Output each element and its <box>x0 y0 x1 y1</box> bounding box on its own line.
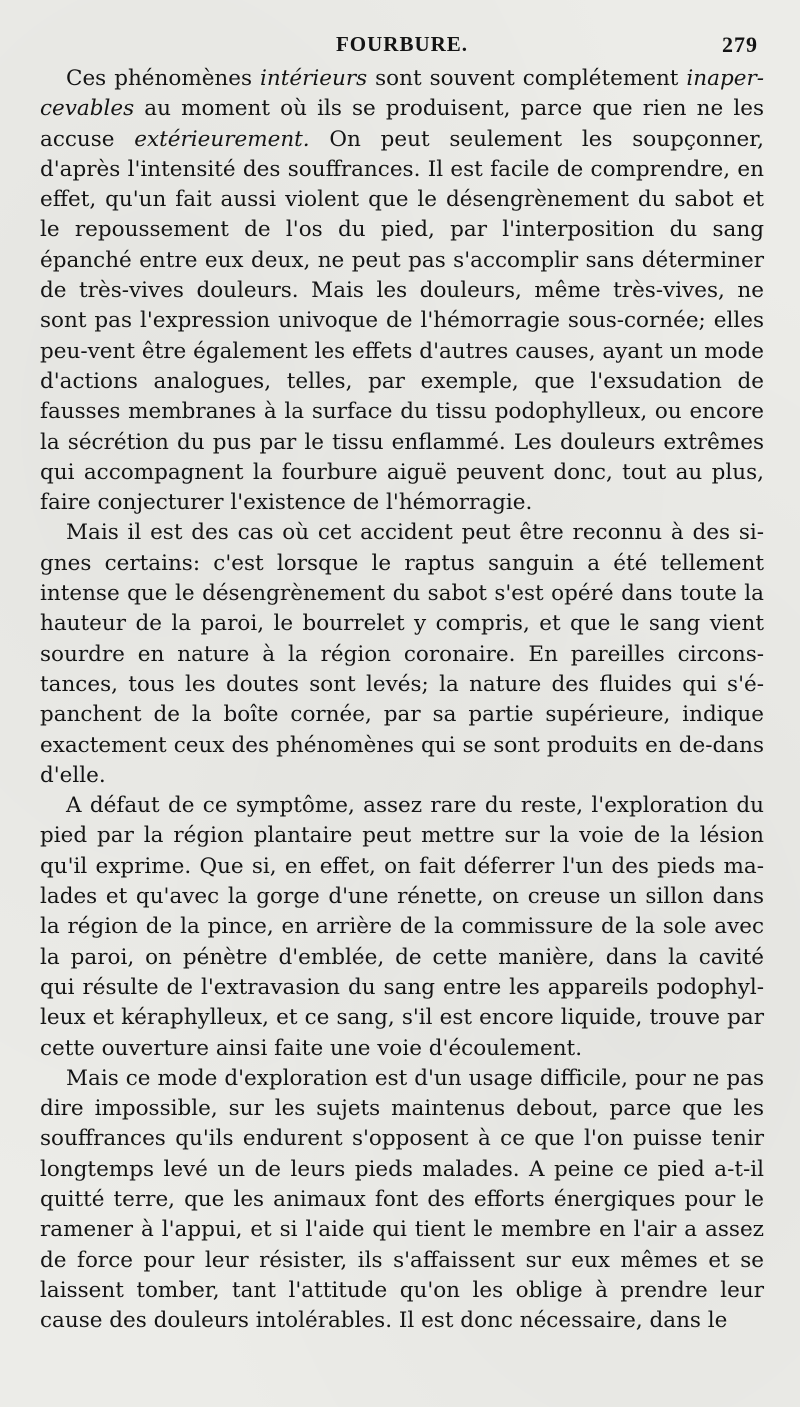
text-run: Ces phénomènes <box>66 66 261 91</box>
paragraph <box>40 791 764 1064</box>
text-run: Mais il est des cas où cet accident peut être reconnu à des si-gnes certains: c'est lorsque le raptus sanguin a été tellement intense que le désengrènement du sabot s'est opéré dans toute la hauteur de la paroi, le bourrelet y compris, et que le sang vient sourdre en nature à la région coronaire. En pareilles circons-tances, tous les doutes sont levés; la nature des fluides qui s'é-panchent de la boîte cornée, par sa partie supérieure, indique exactement ceux des phénomènes qui se sont produits en de-dans d'elle. <box>40 520 764 788</box>
text-run: A défaut de ce symptôme, assez rare du reste, l'exploration du pied par la région plantaire peut mettre sur la voie de la lésion qu'il exprime. Que si, en effet, on fait déferrer l'un des pieds ma-lades et qu'avec la gorge d'une rénette, on creuse un sillon dans la région de la pince, en arrière de la commissure de la sole avec la paroi, on pénètre d'emblée, de cette manière, dans la cavité qui résulte de l'extravasion du sang entre les appareils podophyl-leux et kéraphylleux, et ce sang, s'il est encore liquide, trouve par cette ouverture ainsi faite une voie d'écoulement. <box>40 793 764 1061</box>
italic-text: intérieurs <box>260 66 368 91</box>
paragraph <box>40 1064 764 1337</box>
text-run: au moment où ils se produisent, parce que rien ne les accuse <box>40 96 764 152</box>
page-number: 279 <box>722 32 758 57</box>
page-header <box>40 28 764 64</box>
paragraph <box>40 518 764 791</box>
italic-text: inaper-cevables <box>40 66 764 122</box>
text-run: Mais ce mode d'exploration est d'un usage difficile, pour ne pas dire impossible, sur les sujets maintenus debout, parce que les souffrances qu'ils endurent s'opposent à ce que l'on puisse tenir longtemps levé un de leurs pieds malades. A peine ce pied a-t-il quitté terre, que les animaux font des efforts énergiques pour le ramener à l'appui, et si l'aide qui tient le membre en l'air a assez de force pour leur résister, ils s'affaissent sur eux mêmes et se laissent tomber, tant l'attitude qu'on les oblige à prendre leur cause des douleurs intolérables. Il est donc nécessaire, dans le <box>40 1065 764 1334</box>
running-title: FOURBURE. <box>335 32 469 56</box>
body-text <box>40 64 764 1336</box>
paragraph <box>40 64 764 518</box>
italic-text: extérieurement. <box>134 126 310 152</box>
text-run: On peut seulement les soupçonner, d'après l'intensité des souffrances. Il est facile de comprendre, en effet, qu'un fait aussi violent que le désengrènement du sabot et le repoussement de l'os du pied, par l'interposition du sang épanché entre eux deux, ne peut pas s'accomplir sans déterminer de très-vives douleurs. Mais les douleurs, même très-vives, ne sont pas l'expression univoque de l'hémorragie sous-cornée; elles peu-vent être également les effets d'autres causes, ayant un mode d'actions analogues, telles, par exemple, que l'exsudation de fausses membranes à la surface du tissu podophylleux, ou encore la sécrétion du pus par le tissu enflammé. Les douleurs extrêmes qui accompagnent la fourbure aiguë peuvent donc, tout au plus, faire conjecturer l'existence de l'hémorragie. <box>40 126 765 516</box>
text-run: sont souvent complétement <box>367 66 687 91</box>
